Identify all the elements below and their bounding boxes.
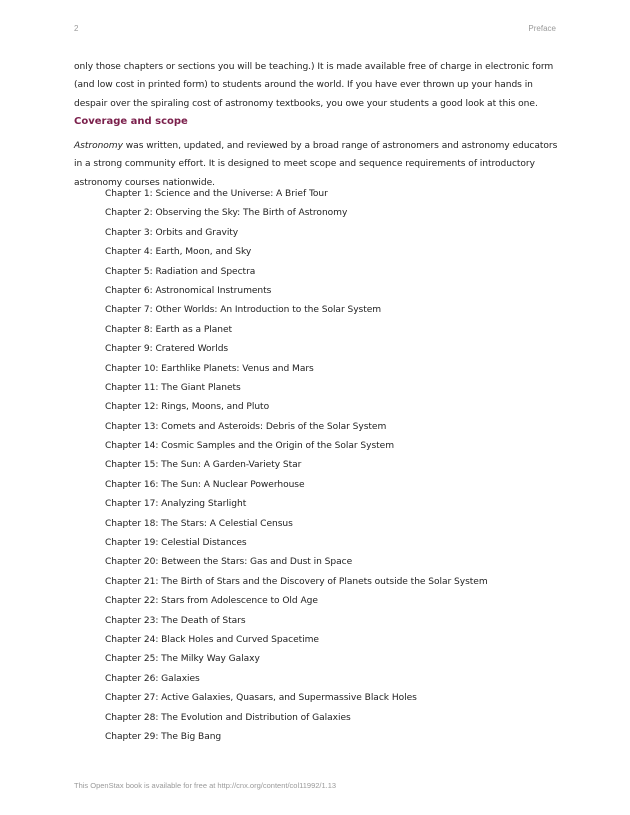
- chapter-item: Chapter 24: Black Holes and Curved Spacetime: [105, 634, 319, 645]
- chapter-item: Chapter 22: Stars from Adolescence to Old Age: [105, 596, 318, 607]
- chapter-item: Chapter 26: Galaxies: [105, 673, 200, 684]
- chapter-list: [105, 185, 488, 747]
- chapter-item: Chapter 29: The Big Bang: [105, 731, 222, 742]
- chapter-item: Chapter 21: The Birth of Stars and the Discovery of Planets outside the Solar System: [105, 576, 488, 587]
- intro-paragraph: only those chapters or sections you will be teaching.) It is made available free of charge in electronic form (and low cost in printed form) to students around the world. If you have ever thrown up your hands in despair over the spiraling cost of astronomy textbooks, you owe your students a good look at this one.: [74, 62, 554, 109]
- chapter-item: Chapter 28: The Evolution and Distribution of Galaxies: [105, 712, 351, 723]
- chapter-item: Chapter 8: Earth as a Planet: [105, 324, 233, 335]
- chapter-item: Chapter 1: Science and the Universe: A Brief Tour: [105, 189, 328, 199]
- coverage-text: was written, updated, and reviewed by a broad range of astronomers and astronomy educators in a strong community effort. It is designed to meet scope and sequence requirements of introductory astronomy courses nationwide.: [74, 141, 558, 188]
- book-title: Astronomy: [74, 141, 123, 151]
- chapter-item: Chapter 11: The Giant Planets: [105, 382, 241, 393]
- chapter-item: Chapter 14: Cosmic Samples and the Origin of the Solar System: [105, 441, 395, 452]
- chapter-item: Chapter 20: Between the Stars: Gas and Dust in Space: [105, 557, 353, 568]
- chapter-item: Chapter 25: The Milky Way Galaxy: [105, 654, 260, 665]
- chapter-item: Chapter 17: Analyzing Starlight: [105, 499, 247, 510]
- chapter-item: Chapter 5: Radiation and Spectra: [105, 266, 256, 277]
- page-number: 2: [74, 24, 79, 33]
- chapter-item: Chapter 7: Other Worlds: An Introduction to the Solar System: [105, 305, 382, 316]
- page-footer: This OpenStax book is available for free at http://cnx.org/content/col11992/1.13: [74, 781, 337, 790]
- chapter-item: Chapter 13: Comets and Asteroids: Debris of the Solar System: [105, 421, 387, 432]
- running-header: Preface: [528, 24, 556, 33]
- chapter-item: Chapter 2: Observing the Sky: The Birth of Astronomy: [105, 208, 348, 219]
- chapter-item: Chapter 18: The Stars: A Celestial Census: [105, 518, 293, 529]
- chapter-item: Chapter 6: Astronomical Instruments: [105, 285, 272, 296]
- chapter-item: Chapter 4: Earth, Moon, and Sky: [105, 247, 252, 258]
- chapter-item: Chapter 19: Celestial Distances: [105, 538, 247, 549]
- chapter-item: Chapter 15: The Sun: A Garden-Variety Star: [105, 460, 302, 471]
- chapter-item: Chapter 12: Rings, Moons, and Pluto: [105, 402, 270, 413]
- coverage-paragraph: [74, 137, 558, 192]
- chapter-item: Chapter 27: Active Galaxies, Quasars, and Supermassive Black Holes: [105, 693, 417, 704]
- chapter-item: Chapter 10: Earthlike Planets: Venus and Mars: [105, 363, 314, 374]
- section-heading-coverage: Coverage and scope: [74, 116, 188, 127]
- chapter-item: Chapter 16: The Sun: A Nuclear Powerhouse: [105, 479, 305, 490]
- chapter-item: Chapter 9: Cratered Worlds: [105, 344, 229, 355]
- chapter-item: Chapter 3: Orbits and Gravity: [105, 227, 239, 238]
- chapter-item: Chapter 23: The Death of Stars: [105, 615, 246, 626]
